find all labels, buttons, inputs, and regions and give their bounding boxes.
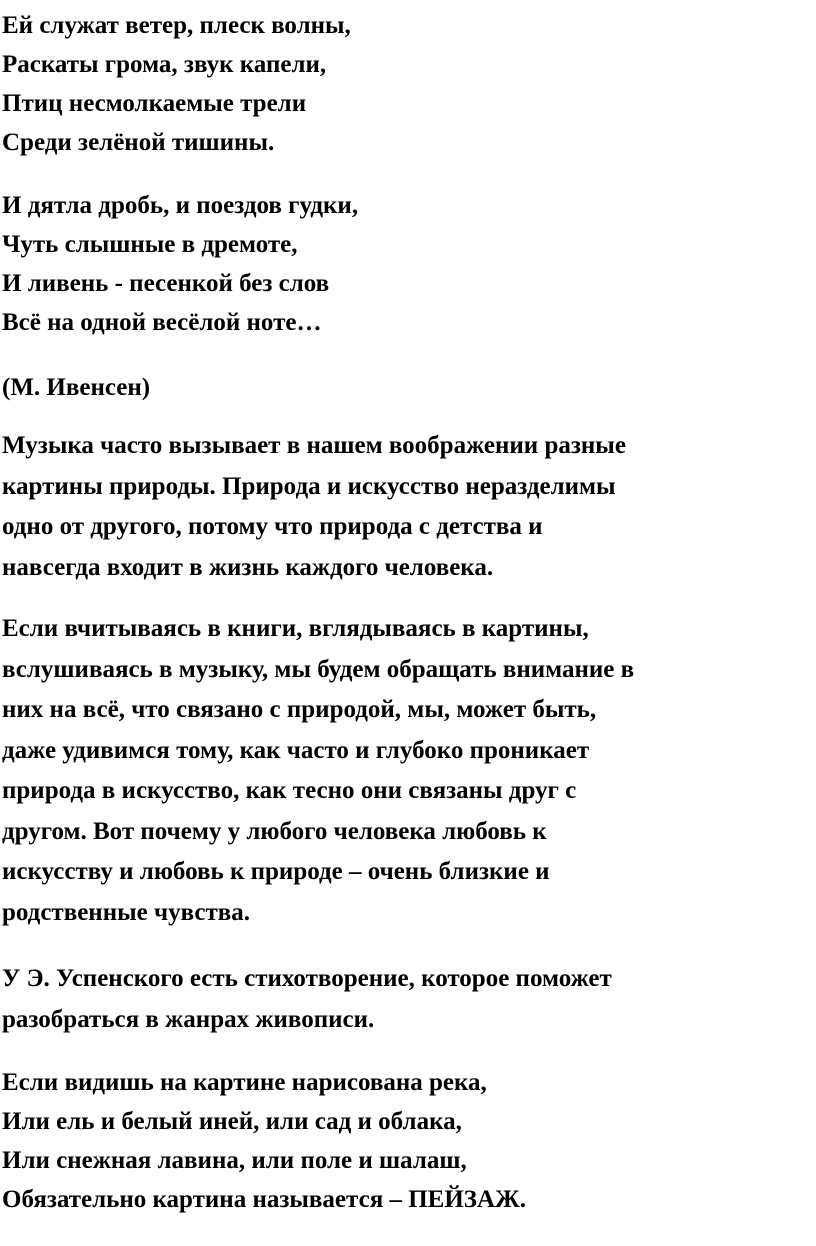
paragraph-line: искусству и любовь к природе – очень близкие и bbox=[2, 858, 550, 885]
paragraph-1 bbox=[2, 426, 807, 588]
paragraph-line: даже удивимся тому, как часто и глубоко проникает bbox=[2, 736, 590, 764]
poem-line: Если видишь на картине нарисована река, bbox=[2, 1069, 487, 1096]
poem1-stanza2 bbox=[2, 186, 358, 342]
paragraph-line: разобраться в жанрах живописи. bbox=[2, 1005, 375, 1033]
paragraph-line: родственные чувства. bbox=[2, 898, 251, 926]
paragraph-line: одно от другого, потому что природа с детства и bbox=[2, 513, 543, 540]
paragraph-2 bbox=[2, 609, 807, 933]
poem-line: Ей служат ветер, плеск волны, bbox=[2, 12, 351, 39]
paragraph-3 bbox=[2, 959, 807, 1040]
poem2-stanza1 bbox=[2, 1063, 526, 1219]
poem-line: Всё на одной весёлой ноте… bbox=[2, 309, 322, 336]
paragraph-line: природа в искусство, как тесно они связаны друг с bbox=[2, 777, 577, 804]
paragraph-line: них на всё, что связано с природой, мы, может быть, bbox=[2, 696, 597, 723]
poem-line: И дятла дробь, и поездов гудки, bbox=[2, 192, 359, 219]
poem-line: Раскаты грома, звук капели, bbox=[2, 51, 327, 78]
poem-attribution: (М. Ивенсен) bbox=[2, 374, 151, 401]
poem-line: И ливень - песенкой без слов bbox=[2, 270, 330, 297]
poem-line: Птиц несмолкаемые трели bbox=[2, 90, 307, 117]
paragraph-line: другом. Вот почему у любого человека любовь к bbox=[2, 817, 547, 845]
paragraph-line: навсегда входит в жизнь каждого человека. bbox=[2, 553, 494, 581]
paragraph-line: У Э. Успенского есть стихотворение, которое поможет bbox=[2, 965, 612, 992]
paragraph-line: Если вчитываясь в книги, вглядываясь в картины, bbox=[2, 615, 589, 642]
paragraph-line: вслушиваясь в музыку, мы будем обращать внимание в bbox=[2, 655, 635, 683]
poem-line: Обязательно картина называется – ПЕЙЗАЖ. bbox=[2, 1186, 527, 1213]
poem-line: Или ель и белый иней, или сад и облака, bbox=[2, 1108, 462, 1135]
poem1-stanza1 bbox=[2, 6, 351, 162]
paragraph-line: Музыка часто вызывает в нашем воображении разные bbox=[2, 432, 626, 459]
poem-line: Чуть слышные в дремоте, bbox=[2, 231, 298, 258]
poem-line: Среди зелёной тишины. bbox=[2, 129, 275, 156]
paragraph-line: картины природы. Природа и искусство неразделимы bbox=[2, 472, 616, 500]
poem-line: Или снежная лавина, или поле и шалаш, bbox=[2, 1147, 467, 1174]
